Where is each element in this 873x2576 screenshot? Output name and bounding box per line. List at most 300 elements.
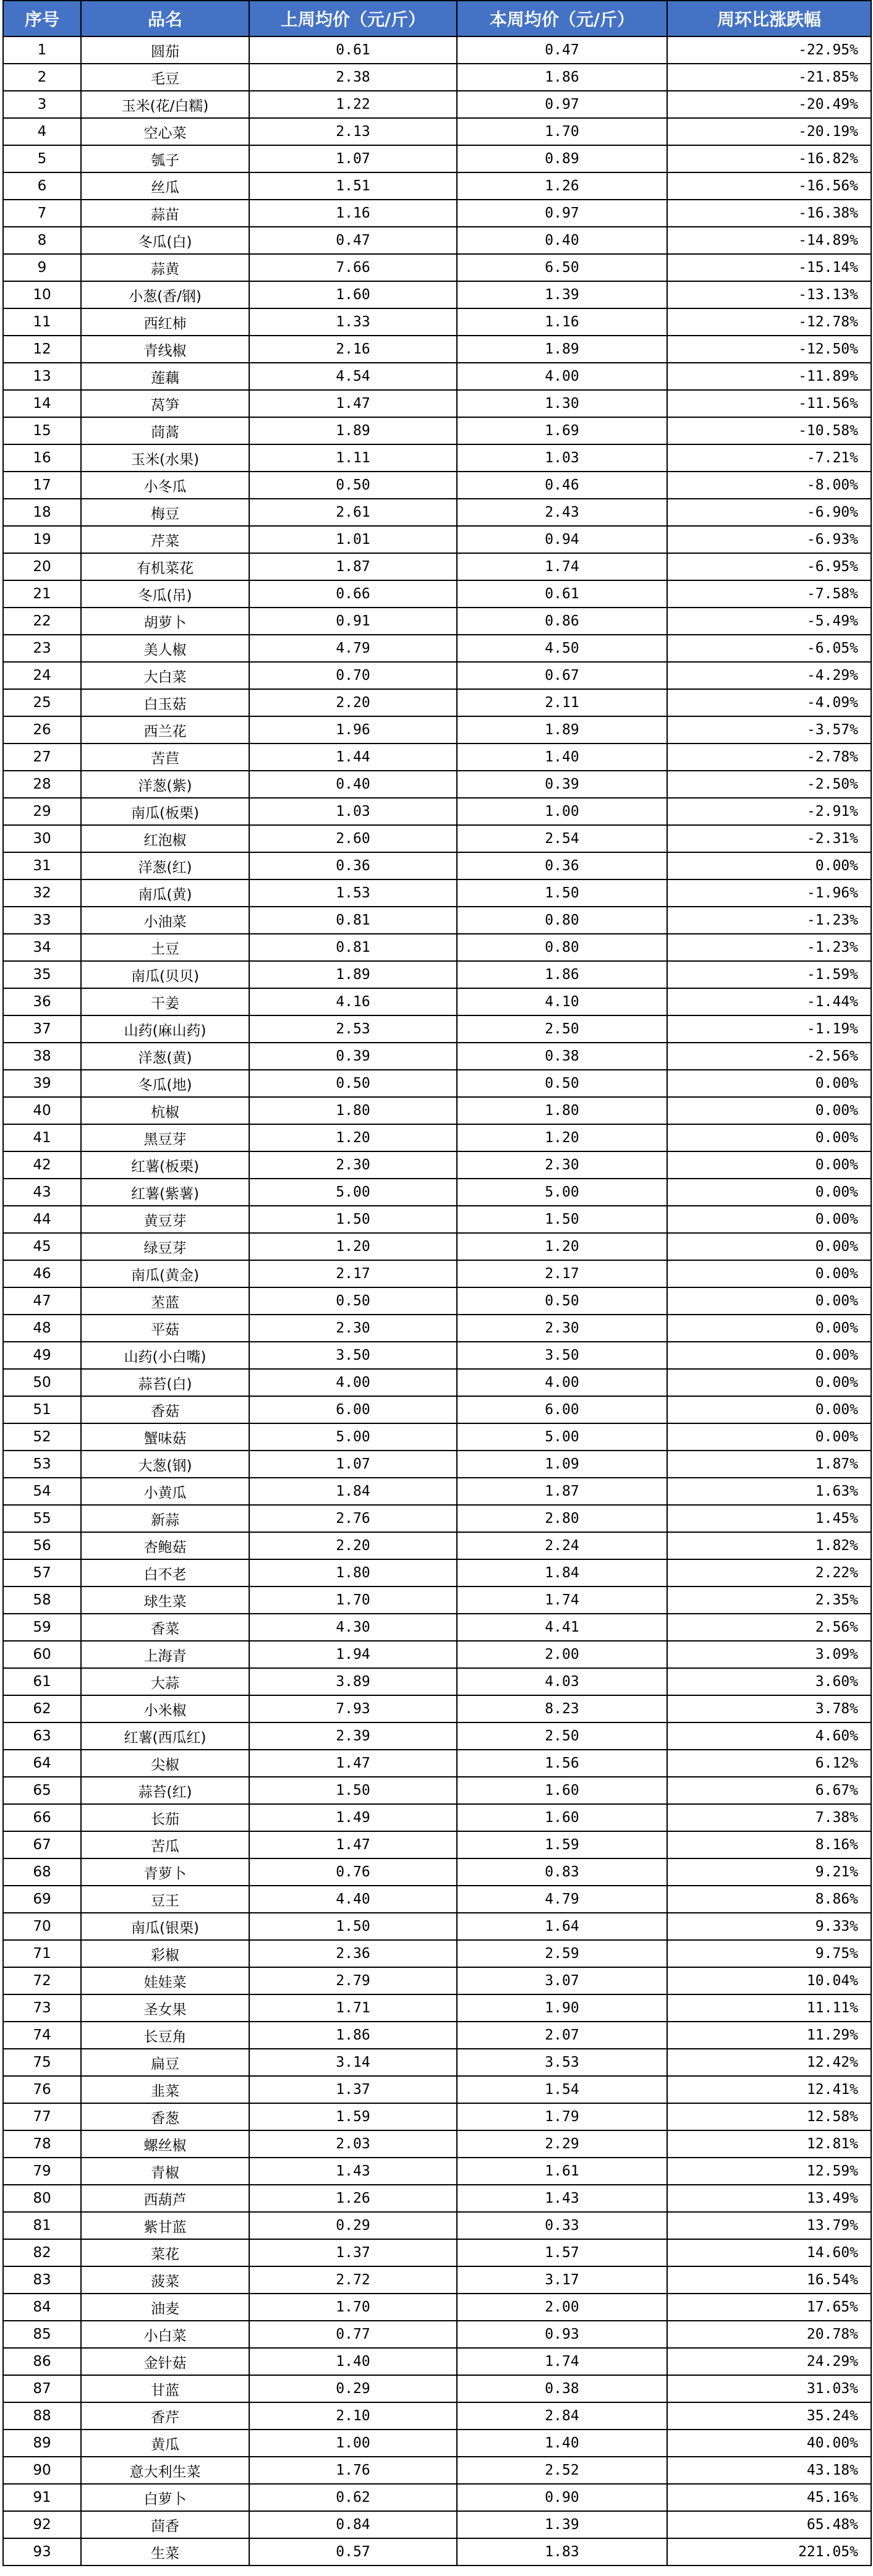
- cell-product-name: 小冬瓜: [81, 472, 249, 499]
- cell-week-change: 0.00%: [667, 1124, 871, 1151]
- cell-week-change: -1.19%: [667, 1015, 871, 1043]
- cell-this-week-price: 0.83: [457, 1858, 667, 1886]
- cell-last-week-price: 1.07: [249, 1451, 457, 1478]
- cell-index: 65: [3, 1777, 81, 1804]
- cell-week-change: 0.00%: [667, 1260, 871, 1287]
- cell-last-week-price: 1.22: [249, 91, 457, 118]
- cell-week-change: -7.21%: [667, 444, 871, 472]
- cell-this-week-price: 2.07: [457, 2022, 667, 2049]
- table-row: [3, 1532, 871, 1559]
- cell-index: 74: [3, 2022, 81, 2049]
- cell-this-week-price: 0.97: [457, 200, 667, 227]
- cell-last-week-price: 0.40: [249, 771, 457, 798]
- table-row: [3, 2430, 871, 2457]
- cell-week-change: -1.96%: [667, 879, 871, 907]
- table-row: [3, 1396, 871, 1423]
- cell-week-change: -11.89%: [667, 363, 871, 390]
- cell-this-week-price: 2.00: [457, 1641, 667, 1668]
- table-row: [3, 2484, 871, 2511]
- cell-last-week-price: 0.50: [249, 472, 457, 499]
- cell-this-week-price: 0.93: [457, 2321, 667, 2348]
- cell-last-week-price: 0.29: [249, 2375, 457, 2402]
- cell-this-week-price: 0.86: [457, 608, 667, 635]
- table-row: [3, 172, 871, 200]
- table-row: [3, 2103, 871, 2130]
- cell-week-change: -4.29%: [667, 662, 871, 689]
- cell-product-name: 红薯(西瓜红): [81, 1722, 249, 1750]
- cell-week-change: 0.00%: [667, 1206, 871, 1233]
- cell-index: 22: [3, 608, 81, 635]
- cell-product-name: 青椒: [81, 2158, 249, 2185]
- table-row: [3, 689, 871, 716]
- cell-product-name: 尖椒: [81, 1750, 249, 1777]
- cell-week-change: 40.00%: [667, 2430, 871, 2457]
- cell-index: 78: [3, 2130, 81, 2158]
- cell-this-week-price: 1.83: [457, 2538, 667, 2565]
- table-row: [3, 1831, 871, 1858]
- cell-index: 34: [3, 934, 81, 961]
- cell-last-week-price: 3.89: [249, 1668, 457, 1695]
- cell-last-week-price: 1.47: [249, 390, 457, 417]
- table-row: [3, 1423, 871, 1451]
- cell-last-week-price: 1.03: [249, 798, 457, 825]
- cell-this-week-price: 1.86: [457, 64, 667, 91]
- table-row: [3, 1342, 871, 1369]
- table-row: [3, 1777, 871, 1804]
- cell-index: 64: [3, 1750, 81, 1777]
- table-row: [3, 36, 871, 64]
- table-row: [3, 200, 871, 227]
- cell-index: 66: [3, 1804, 81, 1831]
- cell-product-name: 蒜黄: [81, 254, 249, 281]
- cell-this-week-price: 1.39: [457, 2511, 667, 2538]
- cell-last-week-price: 3.50: [249, 1342, 457, 1369]
- cell-week-change: -2.91%: [667, 798, 871, 825]
- cell-last-week-price: 1.96: [249, 716, 457, 744]
- cell-product-name: 南瓜(板栗): [81, 798, 249, 825]
- cell-index: 33: [3, 907, 81, 934]
- cell-week-change: -1.44%: [667, 988, 871, 1015]
- table-row: [3, 1940, 871, 1967]
- cell-this-week-price: 1.89: [457, 336, 667, 363]
- cell-product-name: 新蒜: [81, 1505, 249, 1532]
- table-row: [3, 1097, 871, 1124]
- cell-product-name: 球生菜: [81, 1587, 249, 1614]
- cell-last-week-price: 0.57: [249, 2538, 457, 2565]
- cell-product-name: 圣女果: [81, 1994, 249, 2022]
- cell-last-week-price: 1.37: [249, 2239, 457, 2266]
- cell-this-week-price: 1.20: [457, 1124, 667, 1151]
- table-row: [3, 771, 871, 798]
- table-row: [3, 281, 871, 308]
- cell-product-name: 南瓜(贝贝): [81, 961, 249, 988]
- cell-product-name: 上海青: [81, 1641, 249, 1668]
- cell-index: 26: [3, 716, 81, 744]
- cell-index: 15: [3, 417, 81, 444]
- cell-last-week-price: 4.30: [249, 1614, 457, 1641]
- cell-product-name: 苤蓝: [81, 1287, 249, 1315]
- cell-product-name: 小葱(香/钢): [81, 281, 249, 308]
- cell-week-change: -6.95%: [667, 553, 871, 580]
- cell-this-week-price: 1.79: [457, 2103, 667, 2130]
- cell-index: 88: [3, 2402, 81, 2430]
- cell-week-change: 0.00%: [667, 1233, 871, 1260]
- cell-this-week-price: 2.11: [457, 689, 667, 716]
- cell-this-week-price: 5.00: [457, 1423, 667, 1451]
- cell-index: 30: [3, 825, 81, 852]
- table-row: [3, 1559, 871, 1587]
- cell-this-week-price: 1.16: [457, 308, 667, 336]
- cell-last-week-price: 2.38: [249, 64, 457, 91]
- cell-week-change: -5.49%: [667, 608, 871, 635]
- table-row: [3, 2511, 871, 2538]
- cell-week-change: -16.38%: [667, 200, 871, 227]
- cell-index: 61: [3, 1668, 81, 1695]
- cell-product-name: 长豆角: [81, 2022, 249, 2049]
- cell-this-week-price: 0.47: [457, 36, 667, 64]
- cell-product-name: 芹菜: [81, 526, 249, 553]
- cell-product-name: 美人椒: [81, 635, 249, 662]
- cell-week-change: 0.00%: [667, 852, 871, 879]
- cell-product-name: 小油菜: [81, 907, 249, 934]
- cell-week-change: 65.48%: [667, 2511, 871, 2538]
- cell-week-change: 221.05%: [667, 2538, 871, 2565]
- cell-index: 58: [3, 1587, 81, 1614]
- cell-index: 43: [3, 1179, 81, 1206]
- cell-index: 21: [3, 580, 81, 608]
- cell-last-week-price: 1.89: [249, 417, 457, 444]
- cell-index: 50: [3, 1369, 81, 1396]
- cell-index: 7: [3, 200, 81, 227]
- cell-last-week-price: 1.40: [249, 2348, 457, 2375]
- cell-index: 81: [3, 2212, 81, 2239]
- table-row: [3, 1668, 871, 1695]
- table-row: [3, 1695, 871, 1722]
- cell-index: 39: [3, 1070, 81, 1097]
- cell-week-change: 6.12%: [667, 1750, 871, 1777]
- cell-week-change: 0.00%: [667, 1423, 871, 1451]
- cell-index: 69: [3, 1886, 81, 1913]
- table-row: [3, 2538, 871, 2565]
- header-this-week-price: 本周均价（元/斤）: [457, 1, 667, 36]
- table-row: [3, 390, 871, 417]
- cell-product-name: 圆茄: [81, 36, 249, 64]
- table-row: [3, 1315, 871, 1342]
- cell-this-week-price: 3.07: [457, 1967, 667, 1994]
- cell-product-name: 甘蓝: [81, 2375, 249, 2402]
- cell-index: 10: [3, 281, 81, 308]
- cell-last-week-price: 1.16: [249, 200, 457, 227]
- cell-this-week-price: 6.00: [457, 1396, 667, 1423]
- cell-index: 4: [3, 118, 81, 145]
- cell-product-name: 娃娃菜: [81, 1967, 249, 1994]
- table-row: [3, 2375, 871, 2402]
- table-row: [3, 608, 871, 635]
- cell-last-week-price: 1.71: [249, 1994, 457, 2022]
- cell-this-week-price: 2.54: [457, 825, 667, 852]
- cell-index: 11: [3, 308, 81, 336]
- cell-week-change: -12.78%: [667, 308, 871, 336]
- cell-week-change: 16.54%: [667, 2266, 871, 2294]
- cell-last-week-price: 1.20: [249, 1233, 457, 1260]
- cell-this-week-price: 1.54: [457, 2076, 667, 2103]
- cell-index: 36: [3, 988, 81, 1015]
- cell-week-change: 3.78%: [667, 1695, 871, 1722]
- cell-last-week-price: 1.44: [249, 744, 457, 771]
- cell-week-change: -2.31%: [667, 825, 871, 852]
- cell-week-change: 0.00%: [667, 1097, 871, 1124]
- cell-this-week-price: 1.60: [457, 1777, 667, 1804]
- cell-this-week-price: 2.50: [457, 1722, 667, 1750]
- cell-this-week-price: 0.67: [457, 662, 667, 689]
- cell-product-name: 胡萝卜: [81, 608, 249, 635]
- cell-product-name: 西红柿: [81, 308, 249, 336]
- cell-week-change: -2.78%: [667, 744, 871, 771]
- cell-product-name: 红薯(紫薯): [81, 1179, 249, 1206]
- cell-this-week-price: 0.90: [457, 2484, 667, 2511]
- cell-this-week-price: 1.40: [457, 2430, 667, 2457]
- cell-last-week-price: 1.49: [249, 1804, 457, 1831]
- cell-index: 5: [3, 145, 81, 172]
- cell-last-week-price: 1.87: [249, 553, 457, 580]
- table-row: [3, 2158, 871, 2185]
- cell-week-change: -7.58%: [667, 580, 871, 608]
- cell-index: 47: [3, 1287, 81, 1315]
- cell-index: 76: [3, 2076, 81, 2103]
- cell-this-week-price: 1.74: [457, 553, 667, 580]
- cell-index: 49: [3, 1342, 81, 1369]
- cell-product-name: 香菇: [81, 1396, 249, 1423]
- cell-last-week-price: 0.76: [249, 1858, 457, 1886]
- cell-index: 86: [3, 2348, 81, 2375]
- cell-this-week-price: 0.50: [457, 1070, 667, 1097]
- cell-this-week-price: 1.86: [457, 961, 667, 988]
- cell-this-week-price: 5.00: [457, 1179, 667, 1206]
- cell-product-name: 红薯(板栗): [81, 1151, 249, 1179]
- header-row: [3, 1, 871, 36]
- cell-product-name: 黄瓜: [81, 2430, 249, 2457]
- cell-last-week-price: 1.50: [249, 1913, 457, 1940]
- cell-this-week-price: 0.97: [457, 91, 667, 118]
- cell-week-change: 3.09%: [667, 1641, 871, 1668]
- cell-last-week-price: 1.80: [249, 1559, 457, 1587]
- cell-week-change: -1.23%: [667, 934, 871, 961]
- cell-week-change: 0.00%: [667, 1396, 871, 1423]
- cell-last-week-price: 0.81: [249, 934, 457, 961]
- cell-week-change: 12.41%: [667, 2076, 871, 2103]
- cell-index: 37: [3, 1015, 81, 1043]
- cell-last-week-price: 3.14: [249, 2049, 457, 2076]
- cell-last-week-price: 1.59: [249, 2103, 457, 2130]
- cell-index: 51: [3, 1396, 81, 1423]
- cell-product-name: 洋葱(黄): [81, 1043, 249, 1070]
- cell-index: 59: [3, 1614, 81, 1641]
- cell-product-name: 空心菜: [81, 118, 249, 145]
- cell-week-change: 12.59%: [667, 2158, 871, 2185]
- cell-last-week-price: 5.00: [249, 1179, 457, 1206]
- table-row: [3, 1451, 871, 1478]
- table-row: [3, 308, 871, 336]
- cell-last-week-price: 0.50: [249, 1070, 457, 1097]
- cell-index: 6: [3, 172, 81, 200]
- cell-index: 41: [3, 1124, 81, 1151]
- cell-product-name: 有机菜花: [81, 553, 249, 580]
- cell-last-week-price: 0.81: [249, 907, 457, 934]
- cell-index: 24: [3, 662, 81, 689]
- cell-week-change: 13.49%: [667, 2185, 871, 2212]
- cell-week-change: -16.56%: [667, 172, 871, 200]
- cell-last-week-price: 1.80: [249, 1097, 457, 1124]
- cell-week-change: 12.58%: [667, 2103, 871, 2130]
- cell-index: 55: [3, 1505, 81, 1532]
- cell-index: 44: [3, 1206, 81, 1233]
- cell-index: 72: [3, 1967, 81, 1994]
- cell-last-week-price: 1.60: [249, 281, 457, 308]
- cell-this-week-price: 2.52: [457, 2457, 667, 2484]
- cell-index: 13: [3, 363, 81, 390]
- cell-last-week-price: 1.53: [249, 879, 457, 907]
- cell-this-week-price: 1.30: [457, 390, 667, 417]
- cell-last-week-price: 1.43: [249, 2158, 457, 2185]
- cell-this-week-price: 0.39: [457, 771, 667, 798]
- cell-last-week-price: 4.40: [249, 1886, 457, 1913]
- table-row: [3, 1151, 871, 1179]
- cell-week-change: 0.00%: [667, 1342, 871, 1369]
- cell-index: 70: [3, 1913, 81, 1940]
- cell-this-week-price: 6.50: [457, 254, 667, 281]
- cell-week-change: 13.79%: [667, 2212, 871, 2239]
- cell-product-name: 白玉菇: [81, 689, 249, 716]
- cell-week-change: 4.60%: [667, 1722, 871, 1750]
- cell-index: 89: [3, 2430, 81, 2457]
- table-row: [3, 2321, 871, 2348]
- cell-index: 93: [3, 2538, 81, 2565]
- header-product-name: 品名: [81, 1, 249, 36]
- cell-week-change: 1.45%: [667, 1505, 871, 1532]
- table-row: [3, 2239, 871, 2266]
- cell-week-change: -2.56%: [667, 1043, 871, 1070]
- cell-this-week-price: 2.00: [457, 2294, 667, 2321]
- cell-last-week-price: 1.70: [249, 1587, 457, 1614]
- table-row: [3, 1505, 871, 1532]
- cell-last-week-price: 1.00: [249, 2430, 457, 2457]
- table-row: [3, 1913, 871, 1940]
- cell-week-change: 0.00%: [667, 1369, 871, 1396]
- cell-product-name: 豆王: [81, 1886, 249, 1913]
- cell-product-name: 韭菜: [81, 2076, 249, 2103]
- table-row: [3, 635, 871, 662]
- cell-product-name: 蒜苗: [81, 200, 249, 227]
- cell-this-week-price: 1.74: [457, 1587, 667, 1614]
- cell-last-week-price: 1.50: [249, 1777, 457, 1804]
- cell-week-change: 6.67%: [667, 1777, 871, 1804]
- cell-week-change: -20.19%: [667, 118, 871, 145]
- table-row: [3, 744, 871, 771]
- cell-this-week-price: 2.84: [457, 2402, 667, 2430]
- cell-this-week-price: 1.60: [457, 1804, 667, 1831]
- cell-week-change: -12.50%: [667, 336, 871, 363]
- cell-week-change: -13.13%: [667, 281, 871, 308]
- cell-week-change: -6.05%: [667, 635, 871, 662]
- table-row: [3, 64, 871, 91]
- table-row: [3, 472, 871, 499]
- cell-index: 2: [3, 64, 81, 91]
- header-week-change: 周环比涨跌幅: [667, 1, 871, 36]
- cell-index: 45: [3, 1233, 81, 1260]
- cell-last-week-price: 1.84: [249, 1478, 457, 1505]
- cell-last-week-price: 1.89: [249, 961, 457, 988]
- cell-product-name: 红泡椒: [81, 825, 249, 852]
- cell-last-week-price: 0.66: [249, 580, 457, 608]
- cell-last-week-price: 5.00: [249, 1423, 457, 1451]
- cell-index: 32: [3, 879, 81, 907]
- cell-week-change: 2.56%: [667, 1614, 871, 1641]
- cell-last-week-price: 2.03: [249, 2130, 457, 2158]
- cell-week-change: 2.22%: [667, 1559, 871, 1587]
- cell-week-change: -6.90%: [667, 499, 871, 526]
- cell-week-change: -3.57%: [667, 716, 871, 744]
- cell-index: 9: [3, 254, 81, 281]
- cell-this-week-price: 1.69: [457, 417, 667, 444]
- table-row: [3, 1750, 871, 1777]
- table-row: [3, 879, 871, 907]
- header-last-week-price: 上周均价（元/斤）: [249, 1, 457, 36]
- table-row: [3, 2022, 871, 2049]
- cell-index: 84: [3, 2294, 81, 2321]
- cell-product-name: 紫甘蓝: [81, 2212, 249, 2239]
- table-row: [3, 1478, 871, 1505]
- cell-last-week-price: 1.01: [249, 526, 457, 553]
- cell-product-name: 苦苣: [81, 744, 249, 771]
- cell-week-change: 0.00%: [667, 1151, 871, 1179]
- cell-week-change: 31.03%: [667, 2375, 871, 2402]
- table-row: [3, 499, 871, 526]
- cell-index: 57: [3, 1559, 81, 1587]
- cell-index: 85: [3, 2321, 81, 2348]
- cell-week-change: -6.93%: [667, 526, 871, 553]
- cell-index: 17: [3, 472, 81, 499]
- cell-product-name: 南瓜(黄金): [81, 1260, 249, 1287]
- cell-last-week-price: 0.62: [249, 2484, 457, 2511]
- cell-last-week-price: 0.77: [249, 2321, 457, 2348]
- cell-product-name: 油麦: [81, 2294, 249, 2321]
- cell-this-week-price: 2.30: [457, 1151, 667, 1179]
- cell-this-week-price: 1.26: [457, 172, 667, 200]
- cell-product-name: 莴笋: [81, 390, 249, 417]
- table-row: [3, 716, 871, 744]
- cell-last-week-price: 2.53: [249, 1015, 457, 1043]
- cell-product-name: 青线椒: [81, 336, 249, 363]
- cell-last-week-price: 0.39: [249, 1043, 457, 1070]
- cell-last-week-price: 0.50: [249, 1287, 457, 1315]
- cell-this-week-price: 1.50: [457, 879, 667, 907]
- cell-this-week-price: 3.53: [457, 2049, 667, 2076]
- table-row: [3, 444, 871, 472]
- cell-product-name: 彩椒: [81, 1940, 249, 1967]
- cell-this-week-price: 0.38: [457, 1043, 667, 1070]
- table-row: [3, 336, 871, 363]
- cell-product-name: 绿豆芽: [81, 1233, 249, 1260]
- cell-last-week-price: 2.17: [249, 1260, 457, 1287]
- table-header: [3, 1, 871, 36]
- cell-last-week-price: 7.66: [249, 254, 457, 281]
- table-row: [3, 526, 871, 553]
- cell-last-week-price: 1.47: [249, 1831, 457, 1858]
- cell-this-week-price: 0.36: [457, 852, 667, 879]
- cell-week-change: -16.82%: [667, 145, 871, 172]
- cell-product-name: 香芹: [81, 2402, 249, 2430]
- table-row: [3, 2402, 871, 2430]
